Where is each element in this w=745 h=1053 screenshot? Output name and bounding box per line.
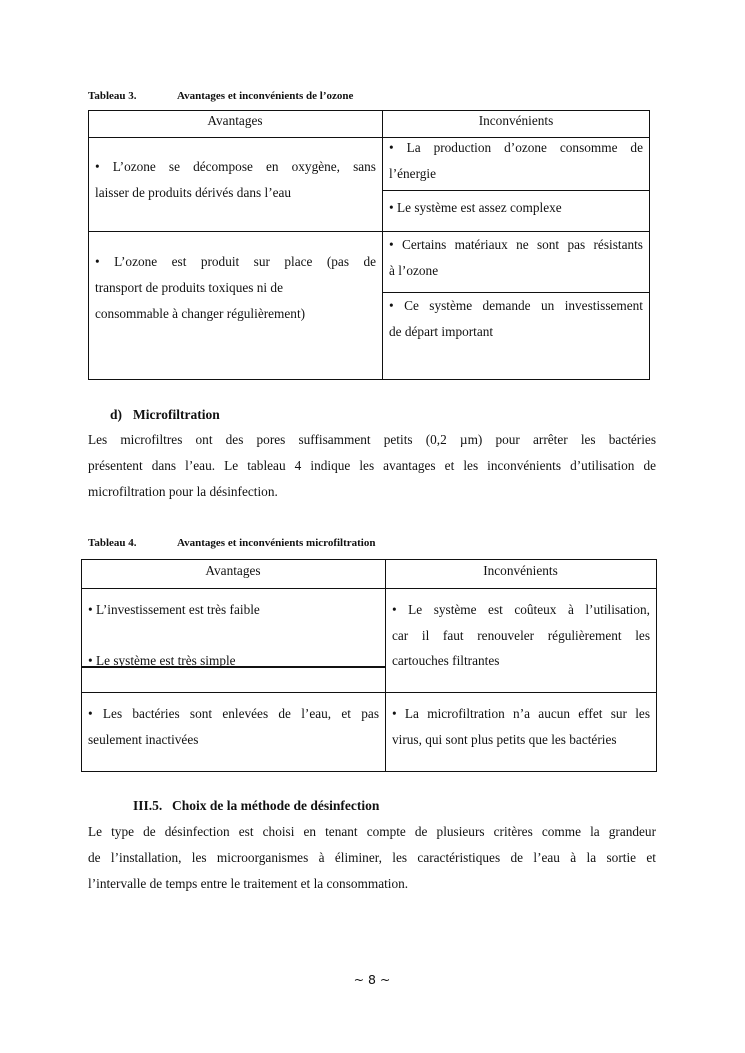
page-number: ~ 8 ~ xyxy=(353,972,391,987)
table3-cell-line: • L’ozone se décompose en oxygène, sans xyxy=(95,159,376,174)
table3-caption-number: Tableau 3. xyxy=(88,90,137,102)
table-border xyxy=(81,559,657,560)
table-border xyxy=(81,771,657,772)
table3-cell-line: à l’ozone xyxy=(389,263,439,278)
table3-cell-line: • L’ozone est produit sur place (pas de xyxy=(95,254,376,269)
table3-cell-line: l’énergie xyxy=(389,166,437,181)
table-border xyxy=(88,137,650,138)
table-border xyxy=(81,588,657,589)
table4-header-disadvantages: Inconvénients xyxy=(483,563,558,578)
table4-cell-line: • La microfiltration n’a aucun effet sur les xyxy=(392,706,650,721)
table4-cell-line: • Le système est très simple xyxy=(88,653,236,668)
table4-cell-line: seulement inactivées xyxy=(88,732,199,747)
table4-cell-line: • Les bactéries sont enlevées de l’eau, et pas xyxy=(88,706,379,721)
table3-cell-line: laisser de produits dérivés dans l’eau xyxy=(95,185,292,200)
table4-cell-line: • Le système est coûteux à l’utilisation, xyxy=(392,602,650,617)
table3-cell-line: • La production d’ozone consomme de xyxy=(389,140,643,155)
table-border xyxy=(382,292,650,293)
table-border xyxy=(81,559,82,772)
section-3-5-number: III.5. xyxy=(133,798,163,813)
table3-header-disadvantages: Inconvénients xyxy=(478,113,554,128)
section-3-5-title: Choix de la méthode de désinfection xyxy=(172,798,380,813)
table3-cell-line: • Certains matériaux ne sont pas résistants xyxy=(389,237,643,252)
table-border xyxy=(81,692,657,693)
table3-cell-line: consommable à changer régulièrement) xyxy=(95,306,306,321)
table4-caption-number: Tableau 4. xyxy=(88,537,137,549)
table-border xyxy=(382,110,383,380)
paragraph-line: microfiltration pour la désinfection. xyxy=(88,484,278,499)
table4-cell-line: car il faut renouveler régulièrement les xyxy=(392,628,650,643)
section-d-label: d) xyxy=(110,407,123,422)
table-border xyxy=(382,190,650,191)
table4-cell-line: virus, qui sont plus petits que les bactéries xyxy=(392,732,617,747)
paragraph-line: Les microfiltres ont des pores suffisamment petits (0,2 µm) pour arrêter les bactéries xyxy=(88,432,656,447)
table4-header-advantages: Avantages xyxy=(205,563,261,578)
table3-cell-line: transport de produits toxiques ni de xyxy=(95,280,283,295)
table3-cell-line: de départ important xyxy=(389,324,494,339)
table3-caption-title: Avantages et inconvénients de l’ozone xyxy=(177,90,354,102)
table3-cell-line: • Le système est assez complexe xyxy=(389,200,562,215)
paragraph-line: de l’installation, les microorganismes à éliminer, les caractéristiques de l’eau à la sortie et xyxy=(88,850,656,865)
table-border xyxy=(656,559,657,772)
table3-cell-line: • Ce système demande un investissement xyxy=(389,298,643,313)
table-border xyxy=(649,110,650,380)
table-border xyxy=(385,559,386,772)
table3-header-advantages: Avantages xyxy=(207,113,263,128)
table-border xyxy=(88,110,650,111)
paragraph-line: présentent dans l’eau. Le tableau 4 indique les avantages et les inconvénients d’utilisation de xyxy=(88,458,656,473)
table4-cell-line: • L’investissement est très faible xyxy=(88,602,260,617)
table-border xyxy=(88,110,89,380)
table4-caption-title: Avantages et inconvénients microfiltration xyxy=(177,537,376,549)
paragraph-line: Le type de désinfection est choisi en tenant compte de plusieurs critères comme la grandeur xyxy=(88,824,656,839)
section-d-title: Microfiltration xyxy=(133,407,220,422)
table-border xyxy=(88,379,650,380)
table-border xyxy=(88,231,650,232)
paragraph-line: l’intervalle de temps entre le traitement et la consommation. xyxy=(88,876,409,891)
table4-cell-line: cartouches filtrantes xyxy=(392,653,500,668)
